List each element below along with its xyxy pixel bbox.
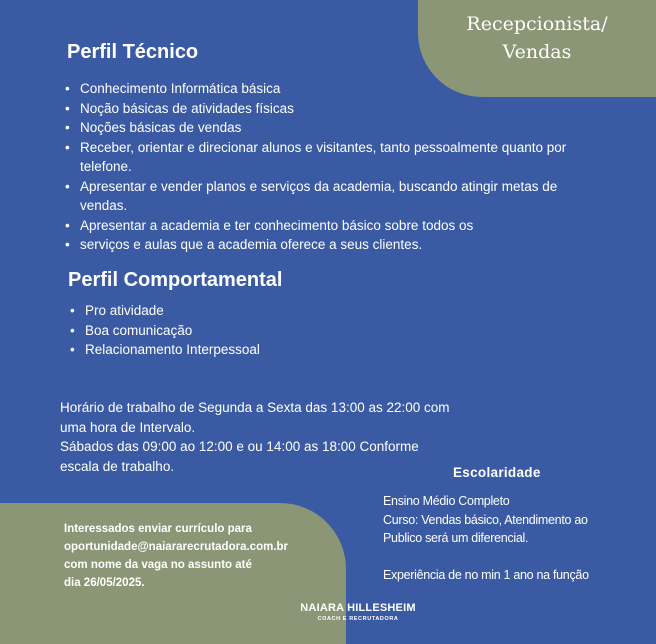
perfil-comportamental-heading: Perfil Comportamental — [68, 269, 283, 291]
list-item: • Noções básicas de vendas — [65, 118, 605, 138]
spacer — [383, 548, 643, 566]
list-item: • Conhecimento Informática básica — [65, 79, 605, 99]
escolaridade-details — [383, 492, 643, 584]
list-item: • Relacionamento Interpessoal — [70, 340, 470, 360]
escolaridade-line3: Publico será um diferencial. — [383, 531, 529, 545]
job-title-line2: Vendas — [502, 41, 572, 63]
list-item: • serviços e aulas que a academia oferece a seus clientes. — [65, 235, 605, 255]
work-schedule — [60, 398, 460, 476]
contact-line1: Interessados enviar currículo para — [64, 523, 252, 535]
list-item: • Pro atividade — [70, 301, 470, 321]
escolaridade-heading: Escolaridade — [453, 465, 541, 480]
list-item: • Receber, orientar e direcionar alunos e visitantes, tanto pessoalmente quanto por telefone. — [65, 138, 605, 177]
perfil-comportamental-list — [70, 301, 470, 360]
schedule-weekday: Horário de trabalho de Segunda a Sexta das 13:00 as 22:00 com uma hora de Intervalo. — [60, 400, 450, 435]
contact-deadline: dia 26/05/2025. — [64, 577, 145, 589]
list-item: • Boa comunicação — [70, 321, 470, 341]
escolaridade-line1: Ensino Médio Completo — [383, 494, 510, 508]
list-item: • Apresentar e vender planos e serviços da academia, buscando atingir metas de vendas. — [65, 177, 605, 216]
perfil-tecnico-list — [65, 79, 605, 255]
perfil-tecnico-heading: Perfil Técnico — [67, 41, 199, 63]
list-item: • Noção básicas de atividades físicas — [65, 99, 605, 119]
job-title — [418, 10, 656, 66]
job-title-line1: Recepcionista/ — [466, 13, 608, 35]
schedule-saturday: Sábados das 09:00 ao 12:00 e ou 14:00 as 18:00 Conforme escala de trabalho. — [60, 439, 419, 474]
brand-logo — [266, 602, 450, 623]
escolaridade-line2: Curso: Vendas básico, Atendimento ao — [383, 512, 588, 527]
contact-info — [64, 520, 334, 592]
experience-requirement: Experiência de no min 1 ano na função — [383, 567, 589, 582]
contact-line3: com nome da vaga no assunto até — [64, 559, 252, 571]
brand-name: NAIARA HILLESHEIM — [300, 602, 416, 614]
contact-email: oportunidade@naiararecrutadora.com.br — [64, 541, 289, 553]
list-item: • Apresentar a academia e ter conhecimento básico sobre todos os — [65, 216, 605, 236]
brand-subtitle: COACH E RECRUTADORA — [317, 616, 399, 622]
